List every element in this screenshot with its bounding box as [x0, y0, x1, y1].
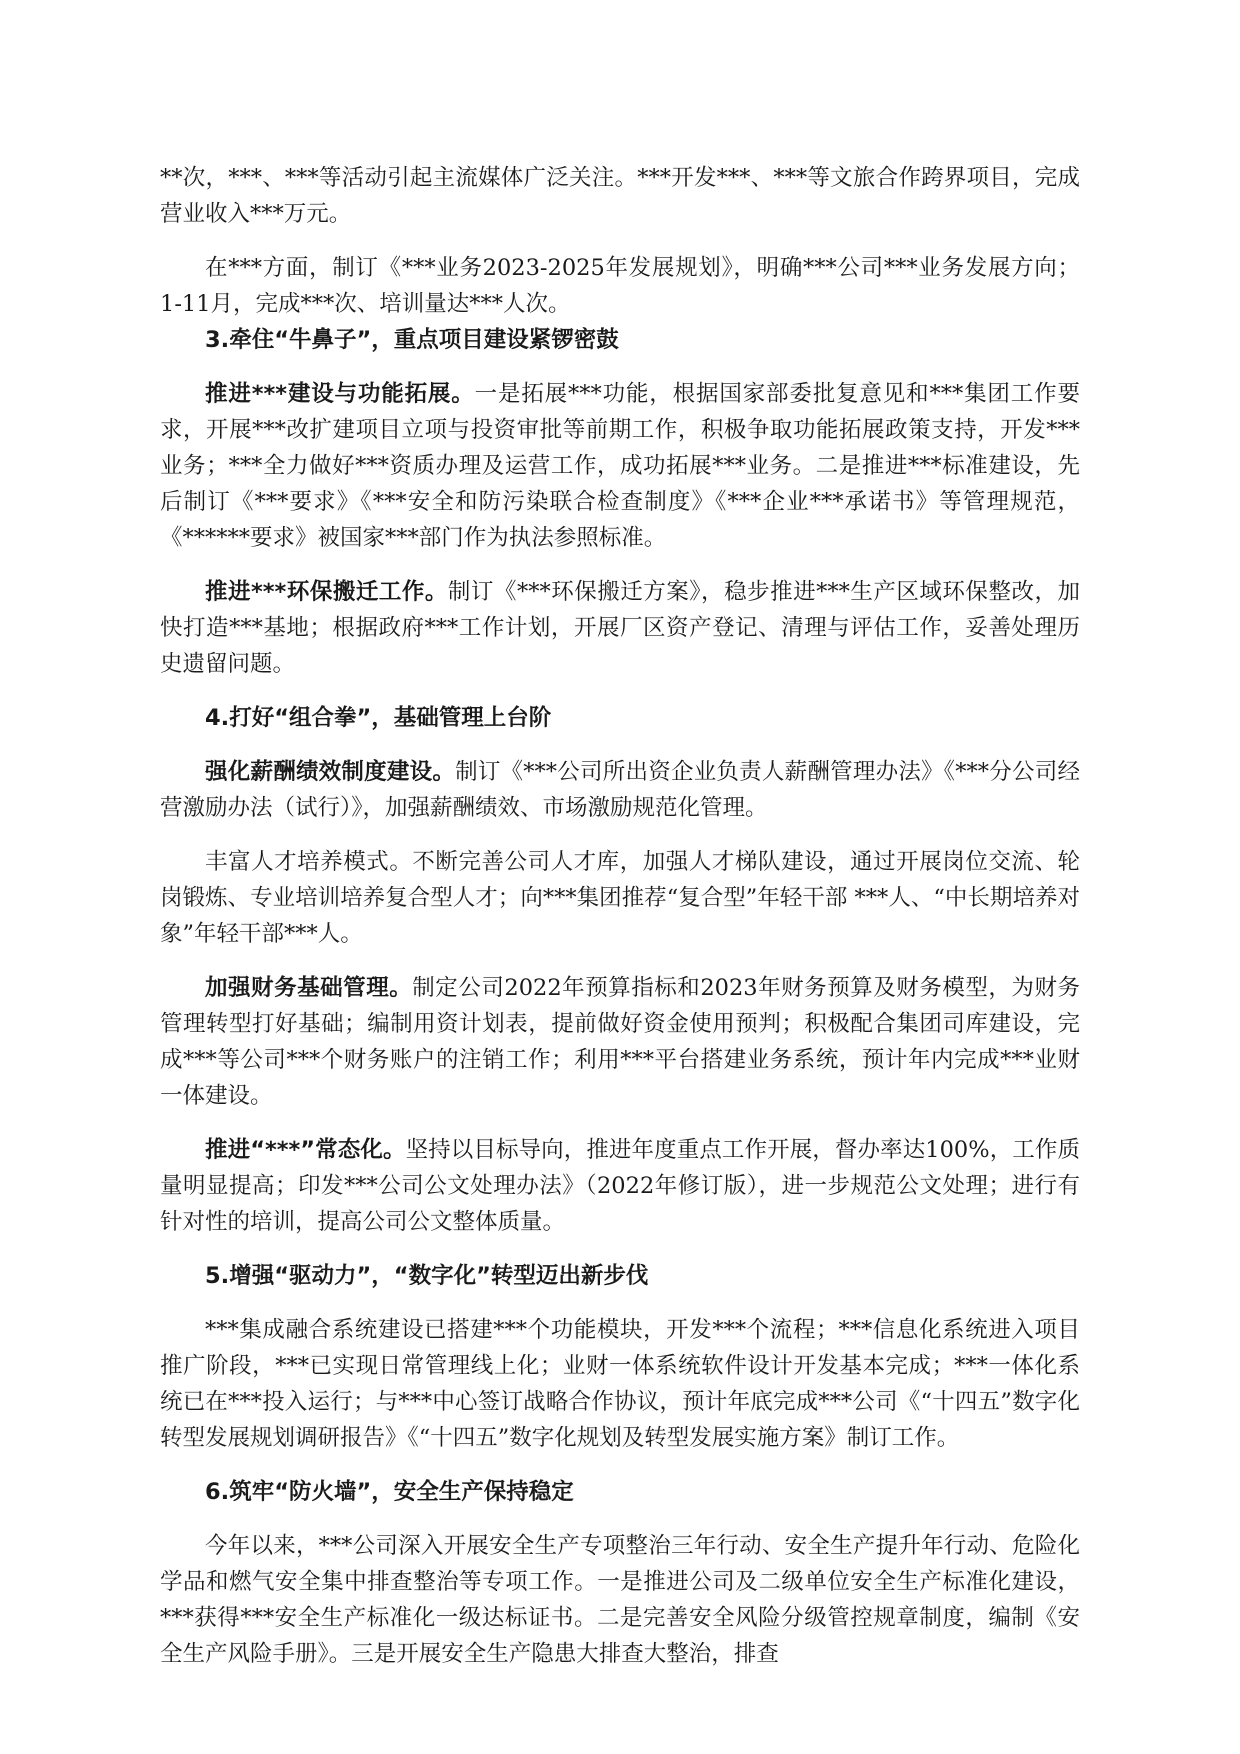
paragraph-body: 丰富人才培养模式。不断完善公司人才库，加强人才梯队建设，通过开展岗位交流、轮岗锻炼、专业培训培养复合型人才；向***集团推荐“复合型”年轻干部 ***人、“中长期培养对象”年轻干部***人。: [160, 849, 1080, 947]
paragraph: [160, 754, 1080, 826]
paragraph-body: 制订《***公司所出资企业负责人薪酬管理办法》《***分公司经营激励办法（试行）》，加强薪酬绩效、市场激励规范化管理。: [160, 759, 1080, 821]
paragraph-training: 在***方面，制订《***业务2023-2025年发展规划》，明确***公司***业务发展方向；1-11月，完成***次、培训量达***人次。: [160, 255, 1080, 317]
section-6: [160, 1474, 1080, 1672]
paragraph-body: ***集成融合系统建设已搭建***个功能模块，开发***个流程；***信息化系统进入项目推广阶段，***已实现日常管理线上化；业财一体系统软件设计开发基本完成；***一体化系统已在***投入运行；与***中心签订战略合作协议，预计年底完成***公司《“十四五”数字化转型发展规划调研报告》《“十四五”数字化规划及转型发展实施方案》制订工作。: [160, 1317, 1080, 1451]
paragraph-body: 一是拓展***功能，根据国家部委批复意见和***集团工作要求，开展***改扩建项目立项与投资审批等前期工作，积极争取功能拓展政策支持，开发***业务；***全力做好***资质办理及运营工作，成功拓展***业务。二是推进***标准建设，先后制订《***要求》《***安全和防污染联合检查制度》《***企业***承诺书》等管理规范，《******要求》被国家***部门作为执法参照标准。: [160, 381, 1080, 551]
paragraph: [160, 574, 1080, 682]
section-heading: 3.牵住“牛鼻子”，重点项目建设紧锣密鼓: [205, 327, 619, 353]
paragraph-body: 制订《***环保搬迁方案》，稳步推进***生产区域环保整改，加快打造***基地；根据政府***工作计划，开展厂区资产登记、清理与评估工作，妥善处理历史遗留问题。: [160, 579, 1080, 677]
paragraph: [160, 1312, 1080, 1456]
section-5: [160, 1258, 1080, 1456]
paragraph-lead: 推进***环保搬迁工作。: [205, 579, 448, 605]
section-heading: 5.增强“驱动力”，“数字化”转型迈出新步伐: [205, 1263, 649, 1289]
paragraph: [160, 1528, 1080, 1672]
section-heading: 6.筑牢“防火墙”，安全生产保持稳定: [205, 1479, 574, 1505]
section-4: [160, 700, 1080, 1240]
paragraph: [160, 970, 1080, 1114]
paragraph-body: 坚持以目标导向，推进年度重点工作开展，督办率达100%，工作质量明显提高；印发***公司公文处理办法》（2022年修订版），进一步规范公文处理；进行有针对性的培训，提高公司公文整体质量。: [160, 1137, 1081, 1235]
paragraph: [160, 844, 1080, 952]
document-page: [160, 160, 1080, 1672]
section-3: [160, 322, 1080, 682]
paragraph-lead: 推进***建设与功能拓展。: [205, 381, 475, 407]
paragraph-lead: 推进“***”常态化。: [205, 1137, 406, 1163]
paragraph: [160, 1132, 1080, 1240]
paragraph-lead: 强化薪酬绩效制度建设。: [205, 759, 456, 785]
paragraph: [160, 376, 1080, 556]
paragraph-body: 制定公司2022年预算指标和2023年财务预算及财务模型，为财务管理转型打好基础；编制用资计划表，提前做好资金使用预判；积极配合集团司库建设，完成***等公司***个财务账户的注销工作；利用***平台搭建业务系统，预计年内完成***业财一体建设。: [160, 975, 1080, 1109]
paragraph-lead: 加强财务基础管理。: [205, 975, 413, 1001]
paragraph-body: 今年以来，***公司深入开展安全生产专项整治三年行动、安全生产提升年行动、危险化学品和燃气安全集中排查整治等专项工作。一是推进公司及二级单位安全生产标准化建设，***获得***安全生产标准化一级达标证书。二是完善安全风险分级管控规章制度，编制《安全生产风险手册》。三是开展安全生产隐患大排查大整治，排查: [160, 1533, 1080, 1667]
paragraph-intro-continuation: **次，***、***等活动引起主流媒体广泛关注。***开发***、***等文旅合作跨界项目，完成营业收入***万元。: [160, 165, 1080, 227]
section-heading: 4.打好“组合拳”，基础管理上台阶: [205, 705, 552, 731]
